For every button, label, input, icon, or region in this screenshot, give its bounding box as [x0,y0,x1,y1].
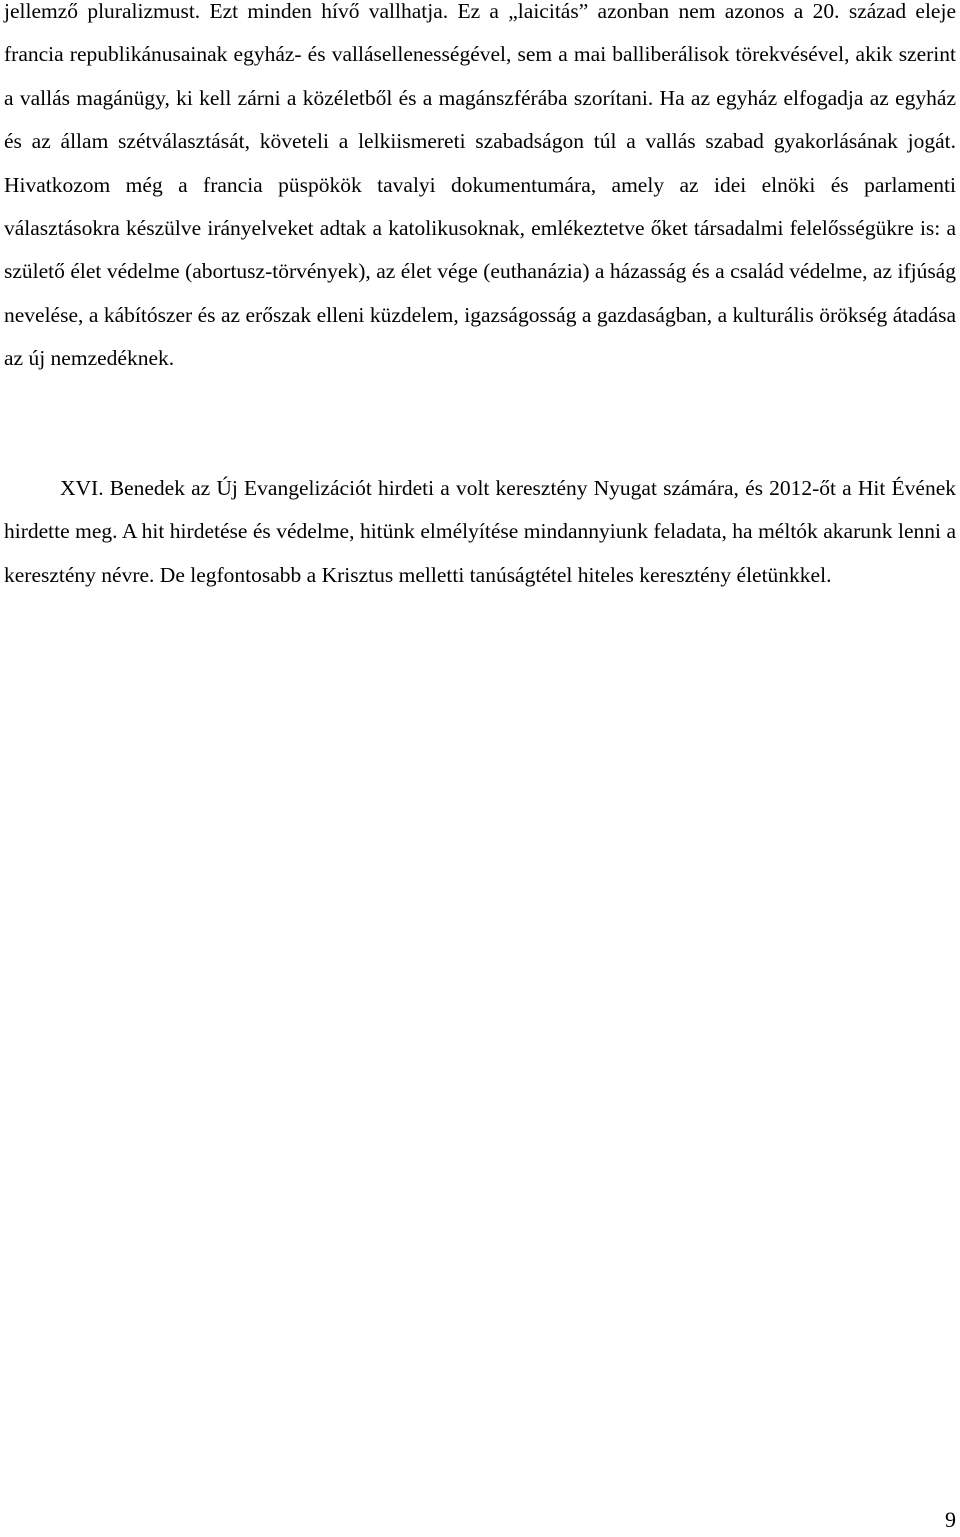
page-number: 9 [945,1507,956,1532]
body-paragraph-1: jellemző pluralizmust. Ezt minden hívő vallhatja. Ez a „laicitás” azonban nem azonos a 20. század eleje francia republikánusainak egyház- és vallásellenességével, sem a mai balliberálisok törekvésével, akik szerint a vallás magánügy, ki kell zárni a közéletből és a magánszférába szorítani. Ha az egyház elfogadja az egyház és az állam szétválasztását, követeli a lelkiismereti szabadságon túl a vallás szabad gyakorlásának jogát. Hivatkozom még a francia püspökök tavalyi dokumentumára, amely az idei elnöki és parlamenti választásokra készülve irányelveket adtak a katolikusoknak, emlékeztetve őket társadalmi felelősségükre is: a születő élet védelme (abortusz-törvények), az élet vége (euthanázia) a házasság és a család védelme, az ifjúság nevelése, a kábítószer és az erőszak elleni küzdelem, igazságosság a gazdaságban, a kulturális örökség átadása az új nemzedéknek. [4,0,956,371]
body-paragraph-2: XVI. Benedek az Új Evangelizációt hirdeti a volt keresztény Nyugat számára, és 2012-őt a Hit Évének hirdette meg. A hit hirdetése és védelme, hitünk elmélyítése mindannyiunk feladata, ha méltók akarunk lenni a keresztény névre. De legfontosabb a Krisztus melletti tanúságtétel hiteles keresztény életünkkel. [4,476,956,587]
